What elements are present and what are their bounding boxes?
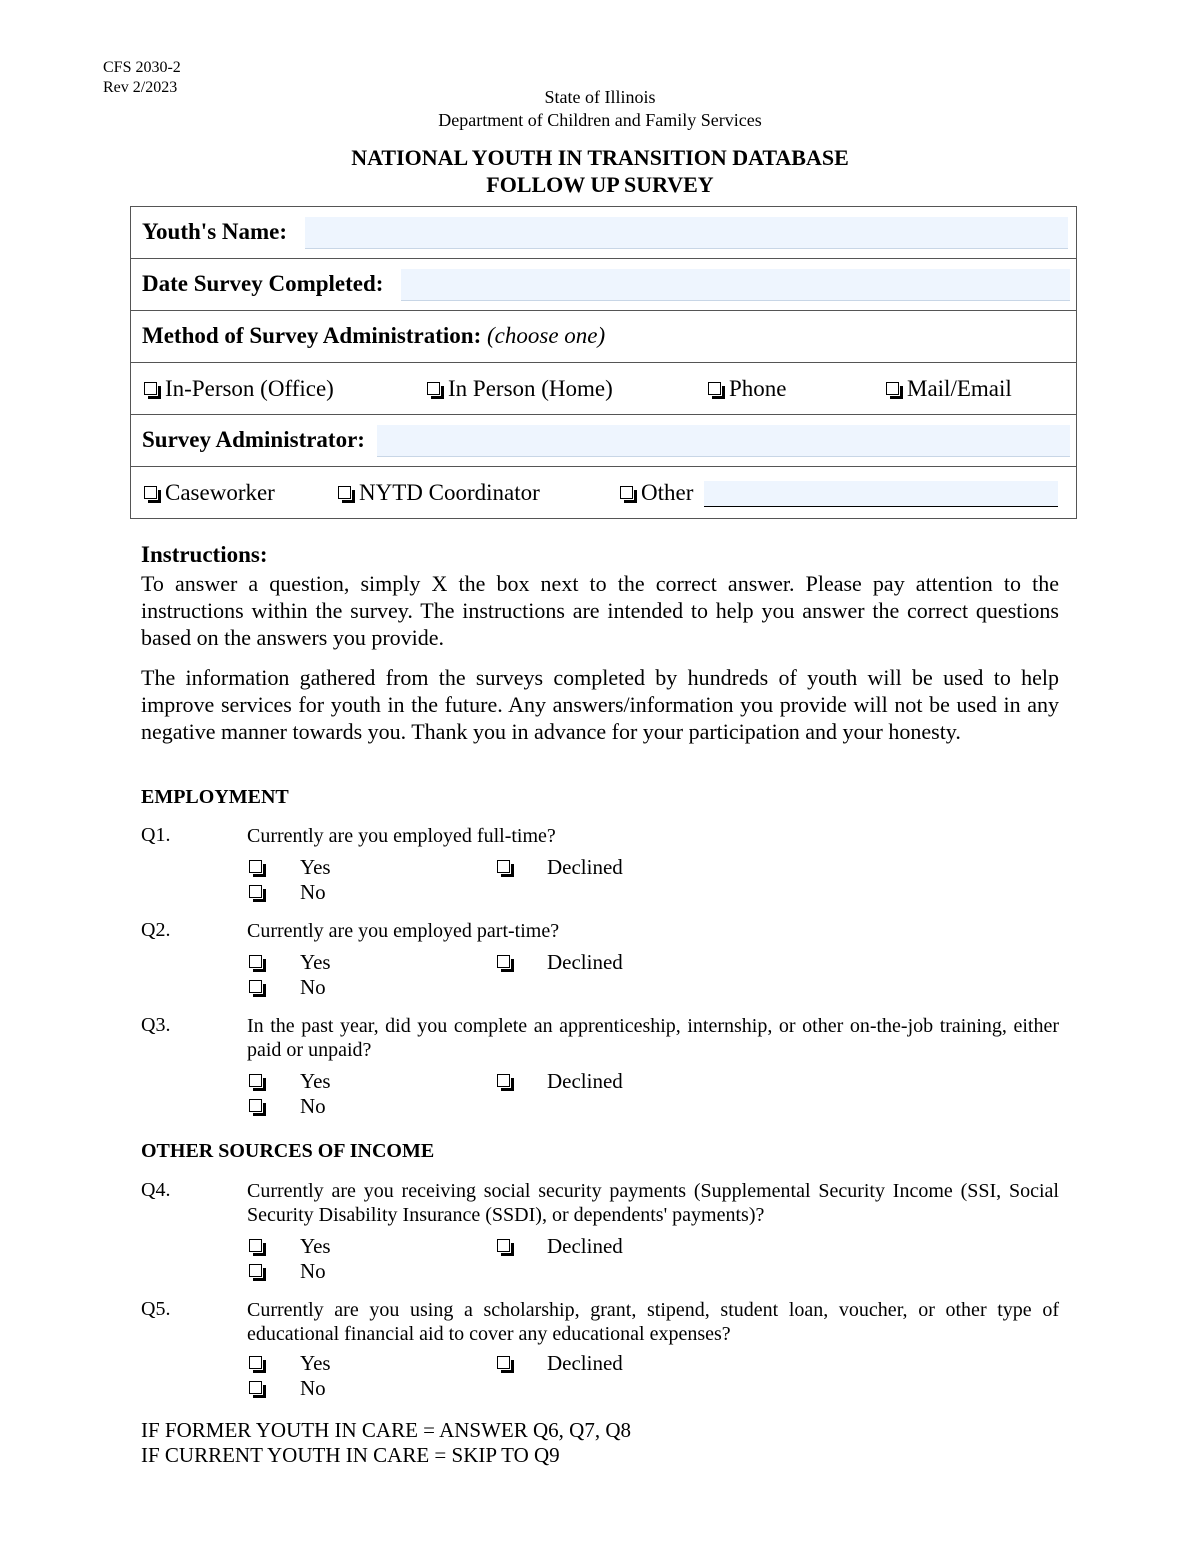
checkbox[interactable] bbox=[497, 860, 510, 873]
form-subtitle: FOLLOW UP SURVEY bbox=[486, 172, 714, 197]
checkbox[interactable] bbox=[497, 1239, 510, 1252]
answer-no[interactable] bbox=[249, 880, 326, 905]
answer-label: Yes bbox=[300, 1069, 331, 1093]
answer-label: Declined bbox=[547, 950, 623, 974]
method-row bbox=[131, 311, 1076, 363]
answer-label: No bbox=[300, 880, 326, 904]
admin-option-label: NYTD Coordinator bbox=[359, 480, 540, 505]
answer-declined[interactable] bbox=[497, 950, 623, 975]
answer-yes[interactable] bbox=[249, 855, 331, 880]
method-options-row bbox=[131, 363, 1076, 415]
answer-yes[interactable] bbox=[249, 950, 331, 975]
checkbox[interactable] bbox=[338, 486, 351, 499]
instructions-paragraph-1: To answer a question, simply X the box next to the correct answer. Please pay attention to the instructions within the survey. The instructions are intended to help you answer the correct questions based on the answers you provide. bbox=[141, 571, 1059, 650]
checkbox[interactable] bbox=[497, 955, 510, 968]
section-employment: EMPLOYMENT bbox=[141, 786, 289, 808]
checkbox[interactable] bbox=[249, 1099, 262, 1112]
checkbox[interactable] bbox=[249, 1239, 262, 1252]
method-label-wrap bbox=[142, 323, 605, 349]
answer-declined[interactable] bbox=[497, 1234, 623, 1259]
youth-name-label: Youth's Name: bbox=[142, 219, 288, 244]
checkbox[interactable] bbox=[497, 1074, 510, 1087]
answer-label: No bbox=[300, 1094, 326, 1118]
question-number: Q1. bbox=[141, 824, 171, 846]
answer-yes[interactable] bbox=[249, 1069, 331, 1094]
date-label: Date Survey Completed: bbox=[142, 271, 384, 296]
date-field[interactable] bbox=[401, 269, 1070, 301]
question-text: In the past year, did you complete an apprenticeship, internship, or other on-the-job training, either paid or unpaid? bbox=[247, 1015, 1059, 1061]
instructions-paragraph-2: The information gathered from the surveys completed by hundreds of youth will be used to help improve services for youth in the future. Any answers/information you provide will not be used in any negative manner towards you. Thank you in advance for your participation and your honesty. bbox=[141, 665, 1059, 744]
checkbox[interactable] bbox=[249, 1381, 262, 1394]
administrator-label: Survey Administrator: bbox=[142, 427, 365, 452]
answer-yes[interactable] bbox=[249, 1351, 331, 1376]
form-number: CFS 2030-2 bbox=[103, 59, 181, 76]
method-option-phone[interactable] bbox=[708, 376, 787, 402]
section-income: OTHER SOURCES OF INCOME bbox=[141, 1140, 435, 1162]
method-option-label: In-Person (Office) bbox=[165, 376, 334, 401]
answer-declined[interactable] bbox=[497, 855, 623, 880]
form-revision: Rev 2/2023 bbox=[103, 79, 178, 96]
checkbox[interactable] bbox=[249, 1356, 262, 1369]
date-row bbox=[131, 259, 1076, 311]
question-text: Currently are you receiving social security payments (Supplemental Security Income (SSI, Social Security Disability Insurance (SSDI), or dependents' payments)? bbox=[247, 1180, 1059, 1226]
admin-option-caseworker[interactable] bbox=[144, 480, 275, 506]
answer-label: Declined bbox=[547, 1234, 623, 1258]
admin-option-other[interactable] bbox=[620, 480, 693, 506]
administrator-options-row bbox=[131, 467, 1076, 519]
question-text: Currently are you using a scholarship, grant, stipend, student loan, voucher, or other type of educational financial aid to cover any educational expenses? bbox=[247, 1299, 1059, 1345]
answer-label: Yes bbox=[300, 1351, 331, 1375]
method-option-label: Phone bbox=[729, 376, 787, 401]
answer-no[interactable] bbox=[249, 1259, 326, 1284]
survey-info-box bbox=[130, 206, 1077, 519]
method-option-label: In Person (Home) bbox=[448, 376, 613, 401]
method-option-label: Mail/Email bbox=[907, 376, 1012, 401]
answer-label: No bbox=[300, 1259, 326, 1283]
answer-yes[interactable] bbox=[249, 1234, 331, 1259]
question-text: Currently are you employed part-time? bbox=[247, 920, 560, 942]
question-text: Currently are you employed full-time? bbox=[247, 825, 556, 847]
checkbox[interactable] bbox=[427, 382, 440, 395]
youth-name-field[interactable] bbox=[305, 217, 1068, 249]
method-label: Method of Survey Administration: bbox=[142, 323, 482, 348]
answer-declined[interactable] bbox=[497, 1069, 623, 1094]
agency-state: State of Illinois bbox=[544, 87, 656, 107]
checkbox[interactable] bbox=[886, 382, 899, 395]
answer-label: Yes bbox=[300, 1234, 331, 1258]
question-number: Q5. bbox=[141, 1298, 171, 1320]
answer-label: Declined bbox=[547, 855, 623, 879]
question-number: Q4. bbox=[141, 1179, 171, 1201]
other-field[interactable] bbox=[704, 481, 1058, 507]
answer-declined[interactable] bbox=[497, 1351, 623, 1376]
checkbox[interactable] bbox=[144, 486, 157, 499]
checkbox[interactable] bbox=[249, 980, 262, 993]
checkbox[interactable] bbox=[249, 1074, 262, 1087]
admin-option-label: Caseworker bbox=[165, 480, 275, 505]
checkbox[interactable] bbox=[249, 955, 262, 968]
answer-label: Declined bbox=[547, 1069, 623, 1093]
checkbox[interactable] bbox=[144, 382, 157, 395]
checkbox[interactable] bbox=[249, 860, 262, 873]
answer-label: Yes bbox=[300, 950, 331, 974]
checkbox[interactable] bbox=[249, 1264, 262, 1277]
youth-name-row bbox=[131, 207, 1076, 259]
routing-current: IF CURRENT YOUTH IN CARE = SKIP TO Q9 bbox=[141, 1443, 560, 1467]
method-option-mail[interactable] bbox=[886, 376, 1012, 402]
agency-department: Department of Children and Family Services bbox=[438, 110, 762, 130]
checkbox[interactable] bbox=[708, 382, 721, 395]
instructions-heading: Instructions: bbox=[141, 542, 268, 567]
answer-label: Yes bbox=[300, 855, 331, 879]
answer-label: No bbox=[300, 1376, 326, 1400]
checkbox[interactable] bbox=[620, 486, 633, 499]
method-option-home[interactable] bbox=[427, 376, 613, 402]
question-number: Q2. bbox=[141, 919, 171, 941]
answer-no[interactable] bbox=[249, 1376, 326, 1401]
admin-option-label: Other bbox=[641, 480, 694, 505]
answer-no[interactable] bbox=[249, 975, 326, 1000]
admin-option-nytd[interactable] bbox=[338, 480, 540, 506]
answer-label: Declined bbox=[547, 1351, 623, 1375]
method-hint: (choose one) bbox=[487, 323, 606, 348]
form-title: NATIONAL YOUTH IN TRANSITION DATABASE bbox=[351, 145, 849, 170]
answer-no[interactable] bbox=[249, 1094, 326, 1119]
administrator-row bbox=[131, 415, 1076, 467]
administrator-field[interactable] bbox=[377, 425, 1070, 457]
answer-label: No bbox=[300, 975, 326, 999]
routing-former: IF FORMER YOUTH IN CARE = ANSWER Q6, Q7, Q8 bbox=[141, 1418, 632, 1442]
method-option-office[interactable] bbox=[144, 376, 334, 402]
checkbox[interactable] bbox=[249, 885, 262, 898]
question-number: Q3. bbox=[141, 1014, 171, 1036]
checkbox[interactable] bbox=[497, 1356, 510, 1369]
